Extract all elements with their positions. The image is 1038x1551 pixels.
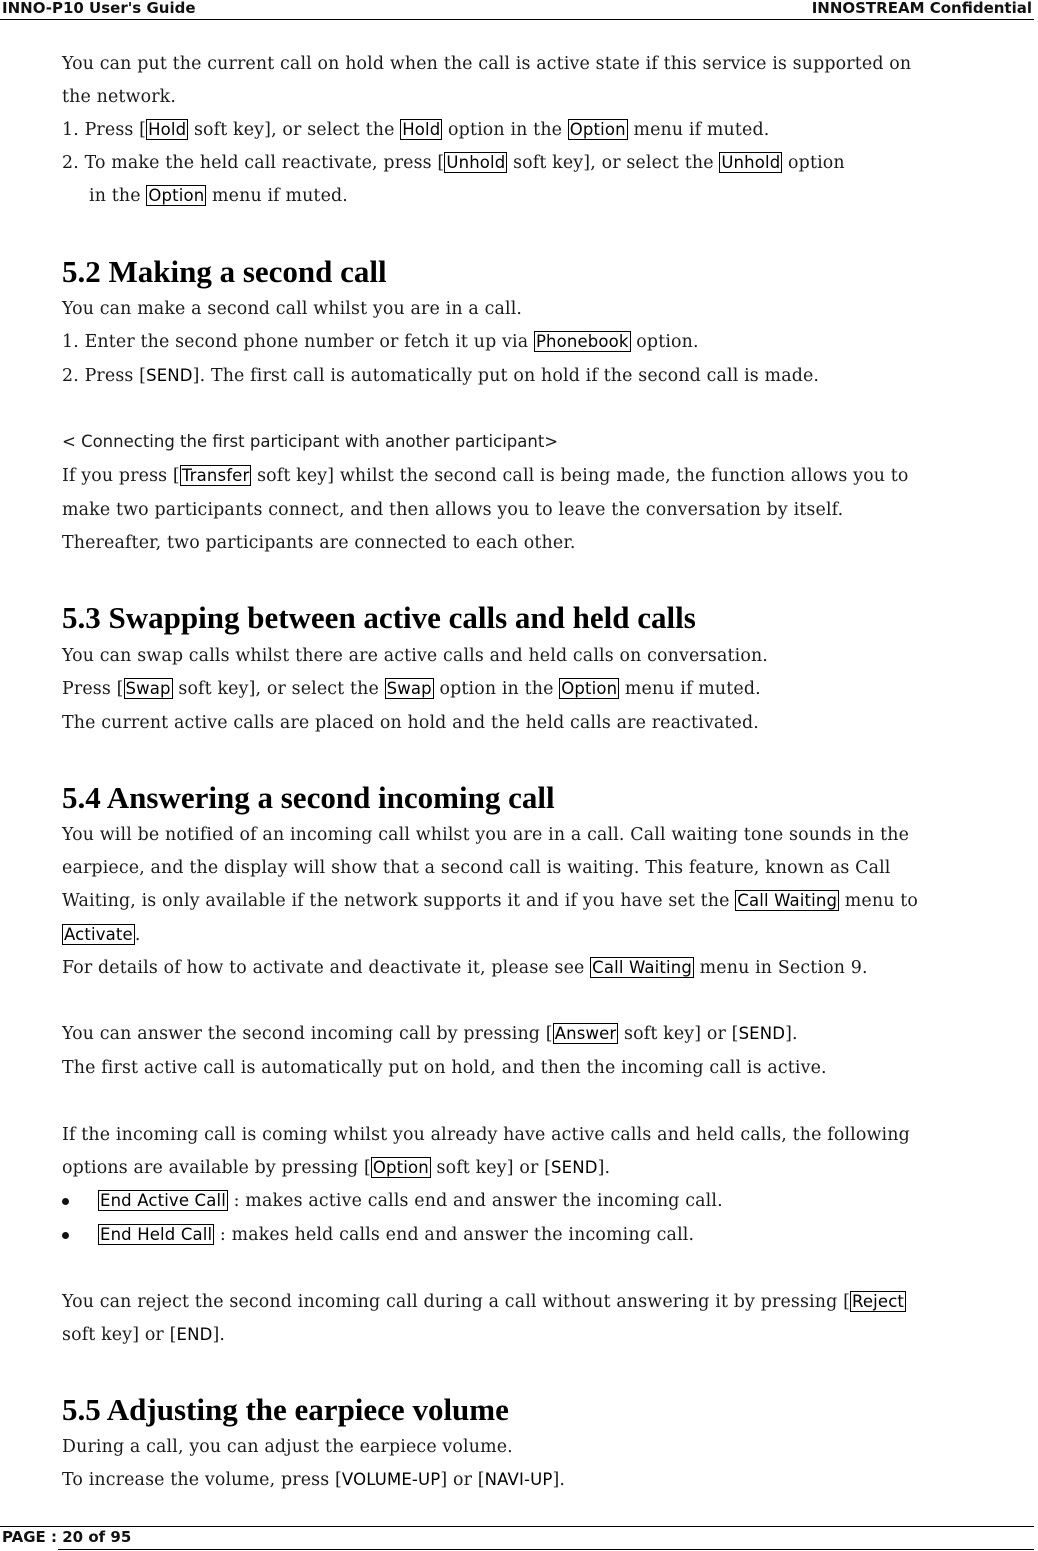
paragraph: Thereafter, two participants are connected to each other. [62, 533, 576, 553]
softkey-label: Option [372, 1158, 429, 1177]
paragraph: The current active calls are placed on hold and the held calls are reactivated. [62, 713, 759, 733]
section-heading: 5.3 Swapping between active calls and held calls [62, 600, 696, 635]
key-label: SEND [146, 366, 193, 385]
paragraph: The first active call is automatically put on hold, and then the incoming call is active. [62, 1058, 827, 1078]
section-heading: 5.2 Making a second call [62, 254, 387, 289]
page-footer [0, 1526, 1034, 1550]
paragraph: options are available by pressing [ Option soft key] or [SEND]. [62, 1158, 611, 1178]
softkey-label: Unhold [721, 153, 781, 172]
header-title: INNO-P10 User's Guide [2, 0, 196, 17]
bullet-icon [62, 1232, 69, 1239]
footer-rule [58, 1549, 1034, 1550]
step-1: 1. Press [ Hold soft key], or select the Hold option in the Option menu if muted. [62, 120, 770, 140]
paragraph: You can reject the second incoming call during a call without answering it by pressing [ Reject [62, 1292, 905, 1312]
bullet-icon [62, 1198, 69, 1205]
key-label: VOLUME-UP [341, 1470, 441, 1489]
step-2: 2. Press [SEND]. The first call is automatically put on hold if the second call is made. [62, 366, 820, 386]
step-2: 2. To make the held call reactivate, press [ Unhold soft key], or select the Unhold option [62, 153, 845, 173]
option-label: End Held Call [100, 1225, 213, 1244]
page-number: PAGE : 20 of 95 [2, 1528, 132, 1546]
paragraph: To increase the volume, press [VOLUME-UP] or [NAVI-UP]. [62, 1470, 566, 1490]
option-label: End Active Call [100, 1191, 226, 1210]
softkey-label: Swap [386, 679, 432, 698]
step-2-cont: in the Option menu if muted. [89, 186, 348, 206]
list-item: End Held Call : makes held calls end and answer the incoming call. [100, 1225, 695, 1245]
list-item: End Active Call : makes active calls end and answer the incoming call. [100, 1191, 723, 1211]
paragraph: You can put the current call on hold when the call is active state if this service is supported on [62, 54, 912, 74]
paragraph: If the incoming call is coming whilst you already have active calls and held calls, the following [62, 1125, 910, 1145]
softkey-label: Reject [852, 1292, 905, 1311]
paragraph: You can answer the second incoming call by pressing [ Answer soft key] or [SEND]. [62, 1024, 798, 1044]
menu-label: Call Waiting [592, 958, 692, 977]
menu-label: Call Waiting [737, 891, 838, 910]
softkey-label: Answer [554, 1024, 617, 1043]
paragraph: If you press [ Transfer soft key] whilst the second call is being made, the function allows you to [62, 466, 909, 486]
softkey-label: Unhold [446, 153, 506, 172]
softkey-label: Phonebook [535, 332, 629, 351]
subheading: < Connecting the first participant with another participant> [62, 432, 559, 451]
paragraph: Press [ Swap soft key], or select the Swap option in the Option menu if muted. [62, 679, 761, 699]
step-1: 1. Enter the second phone number or fetch it up via Phonebook option. [62, 332, 699, 352]
section-heading: 5.4 Answering a second incoming call [62, 780, 555, 815]
softkey-label: Transfer [181, 466, 250, 485]
paragraph: earpiece, and the display will show that a second call is waiting. This feature, known as Call [62, 858, 891, 878]
softkey-label: Swap [125, 679, 171, 698]
softkey-label: Option [561, 679, 618, 698]
key-label: SEND [738, 1024, 786, 1043]
paragraph: Waiting, is only available if the network supports it and if you have set the Call Waiting menu to [62, 891, 918, 911]
softkey-label: Option [148, 186, 205, 205]
menu-label: Activate [64, 925, 133, 944]
paragraph: make two participants connect, and then allows you to leave the conversation by itself. [62, 500, 844, 520]
page-header [0, 0, 1034, 20]
key-label: NAVI-UP [484, 1470, 553, 1489]
paragraph: During a call, you can adjust the earpiece volume. [62, 1437, 513, 1457]
header-confidential: INNOSTREAM Confidential [811, 0, 1032, 17]
paragraph: You can make a second call whilst you are in a call. [62, 299, 523, 319]
paragraph: Activate . [64, 925, 141, 945]
paragraph: soft key] or [END]. [62, 1325, 226, 1345]
paragraph: You will be notified of an incoming call whilst you are in a call. Call waiting tone sounds in the [62, 825, 910, 845]
section-heading: 5.5 Adjusting the earpiece volume [62, 1392, 509, 1427]
softkey-label: Hold [402, 120, 441, 139]
key-label: SEND [551, 1158, 598, 1177]
key-label: END [176, 1325, 213, 1344]
paragraph: the network. [62, 87, 177, 107]
paragraph: For details of how to activate and deactivate it, please see Call Waiting menu in Section 9. [62, 958, 868, 978]
paragraph: You can swap calls whilst there are active calls and held calls on conversation. [62, 646, 768, 666]
softkey-label: Hold [148, 120, 187, 139]
softkey-label: Option [569, 120, 626, 139]
